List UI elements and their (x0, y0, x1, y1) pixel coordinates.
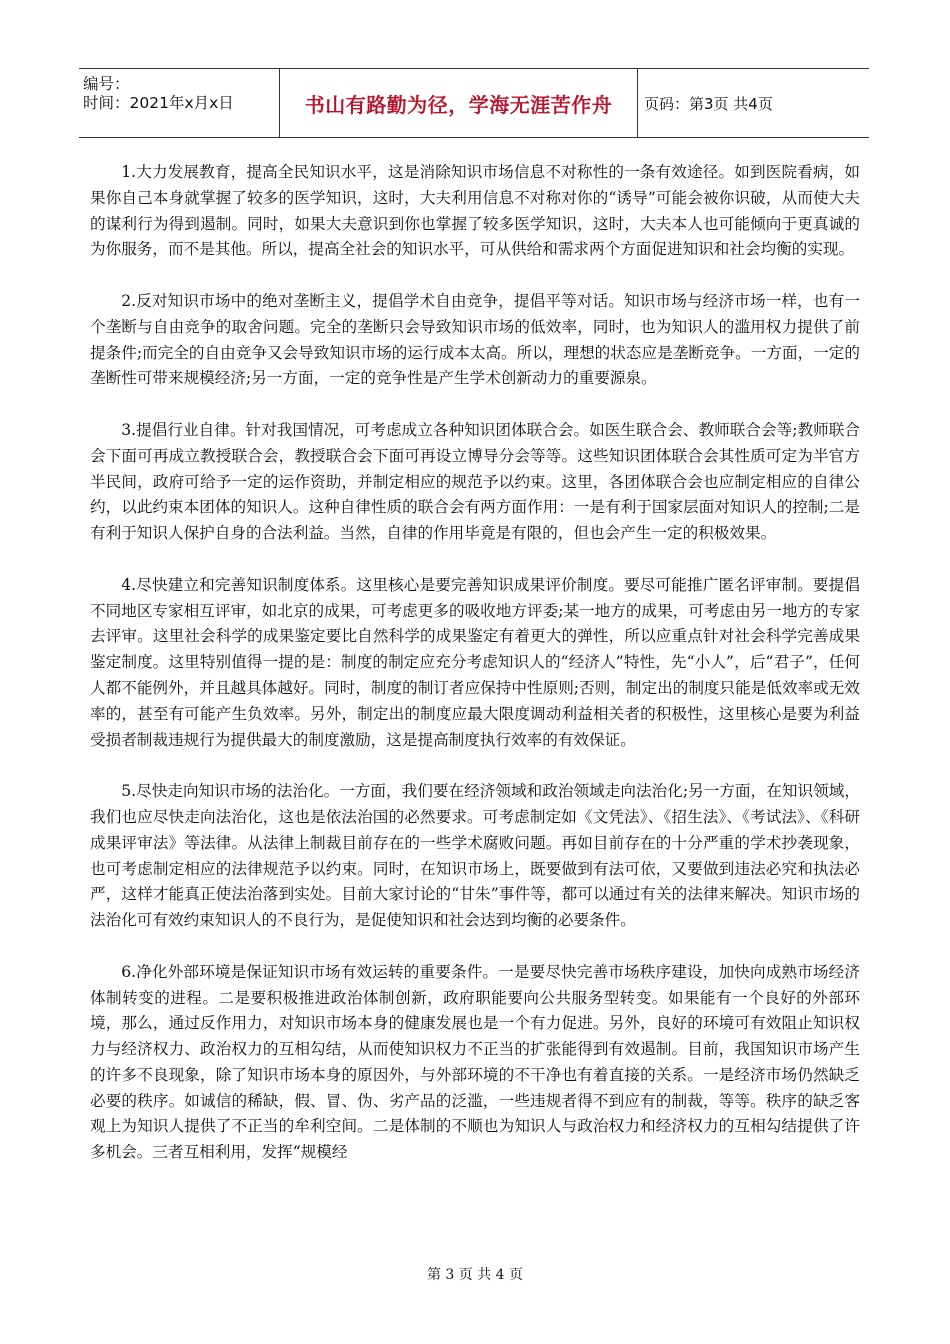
header-motto: 书山有路勤为径，学海无涯苦作舟 (280, 69, 638, 137)
header-meta (79, 69, 280, 137)
page-footer: 第 3 页 共 4 页 (426, 1267, 524, 1283)
paragraph-5: 5.尽快走向知识市场的法治化。一方面，我们要在经济领域和政治领域走向法治化;另一方面，在知识领域，我们也应尽快走向法治化，这也是依法治国的必然要求。可考虑制定如《文凭法》、《招生法》、《考试法》、《科研成果评审法》等法律。从法律上制裁目前存在的一些学术腐败问题。再如目前存在的十分严重的学术抄袭现象，也可考虑制定相应的法律规范予以约束。同时，在知识市场上，既要做到有法可依，又要做到违法必究和执法必严，这样才能真正使法治落到实处。目前大家讨论的“甘朱”事件等，都可以通过有关的法律来解决。知识市场的法治化可有效约束知识人的不良行为，是促使知识和社会达到均衡的必要条件。 (90, 782, 860, 930)
document-header (79, 68, 869, 138)
document-time-label: 时间：2021年x月x日 (83, 94, 234, 112)
paragraph-4: 4.尽快建立和完善知识制度体系。这里核心是要完善知识成果评价制度。要尽可能推广匿名评审制。要提倡不同地区专家相互评审，如北京的成果，可考虑更多的吸收地方评委;某一地方的成果，可考虑由另一地方的专家去评审。这里社会科学的成果鉴定要比自然科学的成果鉴定有着更大的弹性，所以应重点针对社会科学完善成果鉴定制度。这里特别值得一提的是：制度的制定应充分考虑知识人的“经济人”特性，先“小人”，后“君子”，任何人都不能例外，并且越具体越好。同时，制度的制订者应保持中性原则;否则，制定出的制度只能是低效率或无效率的，甚至有可能产生负效率。另外，制定出的制度应最大限度调动利益相关者的积极性，这里核心是要为利益受损者制裁违规行为提供最大的制度激励，这是提高制度执行效率的有效保证。 (90, 575, 860, 749)
paragraph-2: 2.反对知识市场中的绝对垄断主义，提倡学术自由竞争，提倡平等对话。知识市场与经济市场一样，也有一个垄断与自由竞争的取舍问题。完全的垄断只会导致知识市场的低效率，同时，也为知识人的滥用权力提供了前提条件;而完全的自由竞争又会导致知识市场的运行成本太高。所以，理想的状态应是垄断竞争。一方面，一定的垄断性可带来规模经济;另一方面，一定的竞争性是产生学术创新动力的重要源泉。 (90, 291, 860, 388)
paragraph-1: 1.大力发展教育，提高全民知识水平，这是消除知识市场信息不对称性的一条有效途径。如到医院看病，如果你自己本身就掌握了较多的医学知识，这时，大夫利用信息不对称对你的“诱导”可能会被你识破，从而使大夫的谋利行为得到遏制。同时，如果大夫意识到你也掌握了较多医学知识，这时，大夫本人也可能倾向于更真诚的为你服务，而不是其他。所以，提高全社会的知识水平，可从供给和需求两个方面促进知识和社会均衡的实现。 (90, 163, 860, 259)
header-page-info: 页码：第3页 共4页 (644, 94, 773, 113)
paragraph-6: 6.净化外部环境是保证知识市场有效运转的重要条件。一是要尽快完善市场秩序建设，加快向成熟市场经济体制转变的进程。二是要积极推进政治体制创新，政府职能要向公共服务型转变。如果能有一个良好的外部环境，那么，通过反作用力，对知识市场本身的健康发展也是一个有力促进。另外，良好的环境可有效阻止知识权力与经济权力、政治权力的互相勾结，从而使知识权力不正当的扩张能得到有效遏制。目前，我国知识市场产生的许多不良现象，除了知识市场本身的原因外，与外部环境的不干净也有着直接的关系。一是经济市场仍然缺乏必要的秩序。如诚信的稀缺，假、冒、伪、劣产品的泛滥，一些违规者得不到应有的制裁，等等。秩序的缺乏客观上为知识人提供了不正当的牟利空间。二是体制的不顺也为知识人与政治权力和经济权力的互相勾结提供了许多机会。三者互相利用，发挥“规模经 (90, 962, 860, 1162)
document-number-label: 编号： (83, 75, 130, 93)
document-body (90, 160, 860, 1192)
paragraph-3: 3.提倡行业自律。针对我国情况，可考虑成立各种知识团体联合会。如医生联合会、教师联合会等;教师联合会下面可再成立教授联合会，教授联合会下面可再设立博导分会等等。这些知识团体联合会其性质可定为半官方半民间，政府可给予一定的运作资助，并制定相应的规范予以约束。这里，各团体联合会也应制定相应的自律公约，以此约束本团体的知识人。这种自律性质的联合会有两方面作用：一是有利于国家层面对知识人的控制;二是有利于知识人保护自身的合法利益。当然，自律的作用毕竟是有限的，但也会产生一定的积极效果。 (90, 420, 860, 543)
